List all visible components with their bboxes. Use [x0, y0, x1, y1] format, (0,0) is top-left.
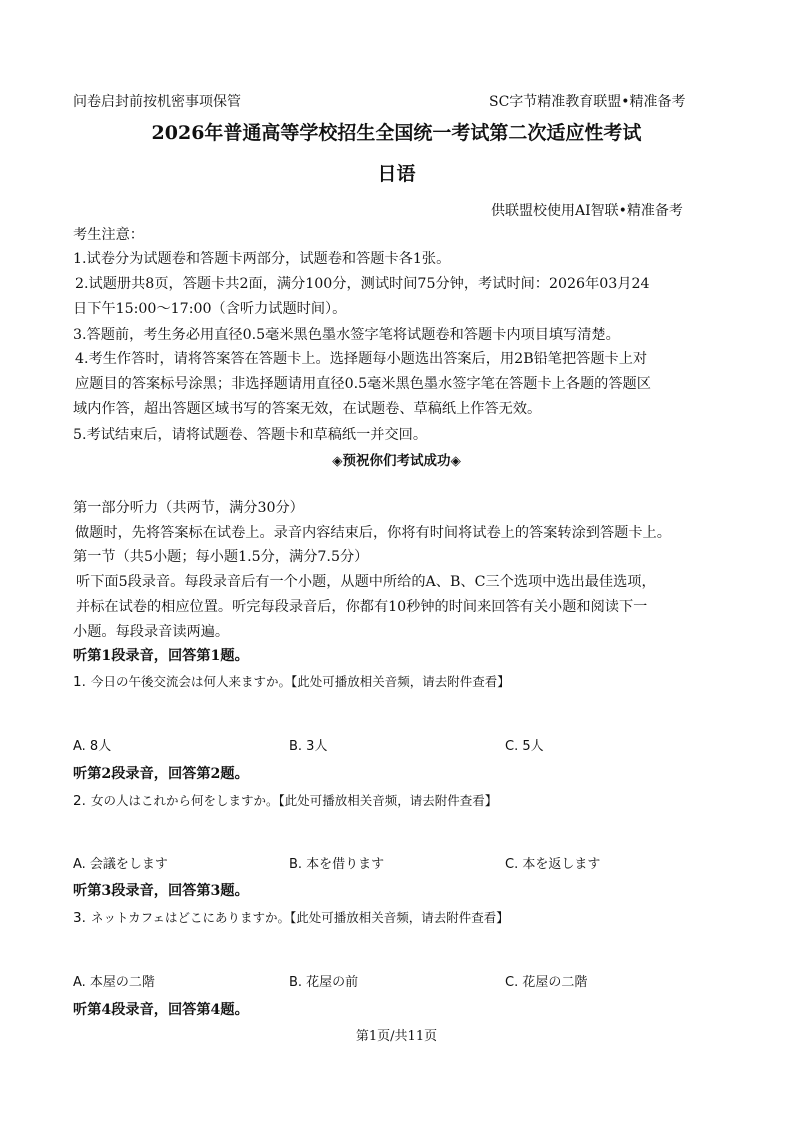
audio-link[interactable]: 【此处可播放相关音频，请去附件查看】 [278, 793, 498, 808]
notice-item: 应题目的答案标号涂黑；非选择题请用直径0.5毫米黑色墨水签字笔在答题卡上各题的答题区 [75, 376, 651, 392]
question-stem: ネットカフェはどこにありますか。 [90, 910, 290, 925]
usage-note: 供联盟校使用AI智联•精准备考 [491, 203, 683, 219]
option-a: A. 本屋の二階 [73, 975, 155, 990]
notice-item: 日下午15:00～17:00（含听力试题时间）。 [73, 301, 347, 317]
option-b: B. 花屋の前 [289, 975, 359, 990]
notice-item: 3.答题前，考生务必用直径0.5毫米黑色墨水签字笔将试题卷和答题卡内项目填写清楚。 [73, 327, 620, 343]
option-b: B. 本を借ります [289, 857, 385, 872]
section1-instruction: 听下面5段录音。每段录音后有一个小题，从题中所给的A、B、C三个选项中选出最佳选项， [76, 574, 656, 590]
question-stem: 今日の午後交流会は何人来ますか。 [90, 674, 291, 689]
option-a: A. 8人 [73, 739, 112, 754]
option-a: A. 会議をします [73, 857, 168, 872]
option-c: C. 5人 [505, 739, 544, 754]
section1-instruction: 小题。每段录音读两遍。 [73, 624, 230, 640]
listen-instruction: 听第4段录音，回答第4题。 [73, 1002, 249, 1018]
notice-item: 2.试题册共8页，答题卡共2面，满分100分，测试时间75分钟，考试时间：2026年03月24 [75, 276, 650, 292]
part1-heading: 第一部分听力（共两节，满分30分） [73, 500, 304, 516]
part1-instruction: 做题时，先将答案标在试卷上。录音内容结束后，你将有时间将试卷上的答案转涂到答题卡上。 [75, 525, 671, 541]
option-b: B. 3人 [289, 739, 328, 754]
option-c: C. 花屋の二階 [505, 975, 588, 990]
notice-item: 1.试卷分为试题卷和答题卡两部分，试题卷和答题卡各1张。 [73, 251, 451, 267]
section1-instruction: 并标在试卷的相应位置。听完每段录音后，你都有10秒钟的时间来回答有关小题和阅读下一 [76, 599, 648, 615]
question-stem: 女の人はこれから何をしますか。 [90, 793, 279, 808]
confidential-note: 问卷启封前按机密事项保管 [73, 94, 241, 110]
question-number: 2. [73, 793, 86, 809]
good-luck-note: ◈预祝你们考试成功◈ [332, 453, 461, 469]
question-number: 1. [73, 674, 86, 690]
alliance-header: SC字节精准教育联盟•精准备考 [489, 94, 686, 110]
question-number: 3. [73, 910, 86, 926]
notice-item: 5.考试结束后，请将试题卷、答题卡和草稿纸一并交回。 [73, 427, 428, 443]
option-c: C. 本を返します [505, 857, 601, 872]
subject-title: 日语 [377, 163, 416, 185]
notice-heading: 考生注意： [73, 227, 144, 243]
exam-title: 2026年普通高等学校招生全国统一考试第二次适应性考试 [151, 122, 642, 144]
listen-instruction: 听第2段录音，回答第2题。 [73, 766, 249, 782]
question-1 [73, 671, 510, 690]
notice-item: 4.考生作答时，请将答案答在答题卡上。选择题每小题选出答案后，用2B铅笔把答题卡上对 [75, 351, 648, 367]
question-3 [73, 907, 509, 926]
page-number: 第1页/共11页 [355, 1029, 438, 1044]
listen-instruction: 听第3段录音，回答第3题。 [73, 883, 249, 899]
audio-link[interactable]: 【此处可播放相关音频，请去附件查看】 [290, 910, 509, 925]
notice-item: 域内作答，超出答题区域书写的答案无效，在试题卷、草稿纸上作答无效。 [73, 401, 542, 417]
question-2 [73, 790, 497, 809]
listen-instruction: 听第1段录音，回答第1题。 [73, 648, 249, 664]
audio-link[interactable]: 【此处可播放相关音频，请去附件查看】 [291, 674, 510, 689]
section1-heading: 第一节（共5小题；每小题1.5分，满分7.5分） [73, 549, 369, 565]
